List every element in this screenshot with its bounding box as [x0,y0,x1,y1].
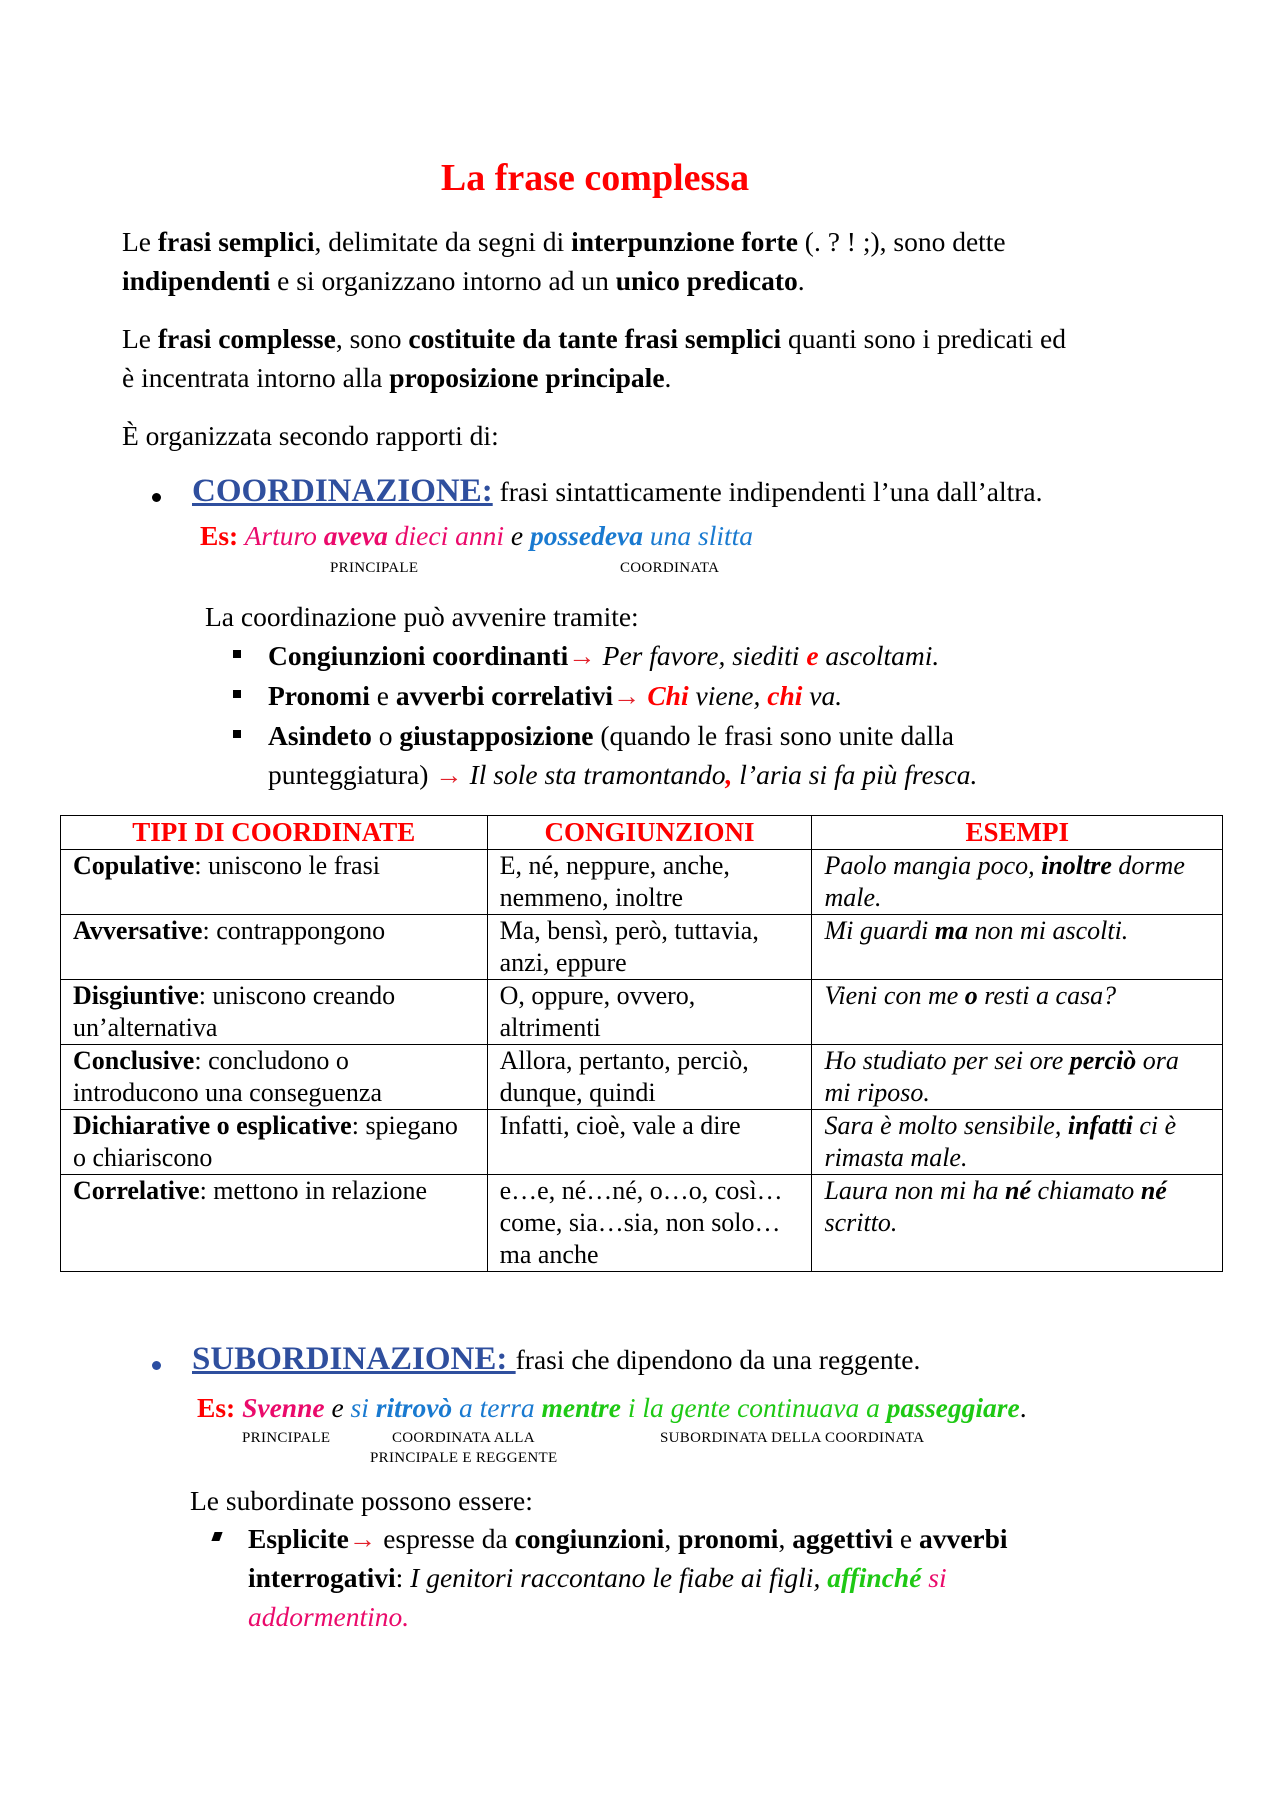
type-desc: : concludono o introducono una conseguenza [73,1046,383,1107]
type-cell [61,980,488,1045]
text: , sono [335,323,409,354]
bold-text: proposizione principale [389,362,665,393]
subordination-item [248,1519,1280,1636]
example-verb: Svenne [235,1392,325,1423]
example-conjunction: mentre [534,1392,621,1423]
italic-text: Per favore, siediti [595,640,807,671]
subordination-heading-line [192,1340,1252,1379]
text: punteggiatura) [268,759,436,790]
text: espresse da [376,1523,515,1554]
bold-text: frasi complesse [157,323,336,354]
example-word: una slitta [643,520,754,551]
type-name: Avversative [73,916,203,945]
bold-text: giustapposizione [399,720,594,751]
arrow-icon: → [435,759,463,790]
example-word: Arturo [238,520,324,551]
italic-text: va. [802,680,843,711]
label-subordinata: SUBORDINATA DELLA COORDINATA [660,1430,925,1446]
example-verb: aveva [323,520,388,551]
punctuation: . [1019,1392,1027,1423]
example-word: si [343,1392,369,1423]
example-key: infatti [1067,1111,1133,1140]
type-desc: : spiegano o chiariscono [73,1111,458,1172]
example-text: resti a casa? [977,981,1117,1010]
coordination-item-3 [268,716,1280,794]
bold-text: frasi semplici [157,226,315,257]
subordination-example [197,1392,1027,1424]
table-header-row [61,816,1223,850]
key-word: affinché [827,1562,922,1593]
label-coordinata: COORDINATA [620,560,720,576]
text: e [893,1523,919,1554]
label-principale: PRINCIPALE [330,560,419,576]
text: quanti sono i predicati ed [781,323,1066,354]
coordination-description: frasi sintatticamente indipendenti l’una dall’altra. [492,476,1043,507]
example-key: inoltre [1041,851,1112,880]
subordination-intro: Le subordinate possono essere: [190,1485,533,1516]
example-conjunction: e [510,520,524,551]
type-cell [61,1045,488,1110]
example-text: Mi guardi [824,916,935,945]
table-header: CONGIUNZIONI [487,816,812,850]
bold-text: costituite da tante frasi semplici [408,323,782,354]
bold-text: Esplicite [248,1523,349,1554]
text: (quando le frasi sono unite dalla [593,720,954,751]
text: Le [122,226,158,257]
text: o [371,720,400,751]
conj-cell: Infatti, cioè, vale a dire [487,1110,812,1175]
page-title: La frase complessa [440,157,750,199]
conj-cell: e…e, né…né, o…o, così…come, sia…sia, non solo…ma anche [487,1175,812,1272]
example-label: Es: [200,520,239,551]
example-text: ora mi riposo. [824,1046,1179,1107]
example-text: Laura non mi ha [824,1176,1006,1205]
example-verb: possedeva [523,520,643,551]
coordination-intro: La coordinazione può avvenire tramite: [205,601,639,632]
text: Le [122,323,158,354]
text: . [797,265,805,296]
square-bullet-icon [211,1532,222,1541]
example-text: Ho studiato per sei ore [824,1046,1070,1075]
conj-cell: Allora, pertanto, perciò, dunque, quindi [487,1045,812,1110]
type-cell [61,850,488,915]
intro-paragraph-3: È organizzata secondo rapporti di: [122,420,499,451]
example-key: né [1005,1176,1032,1205]
key-word: e [806,640,819,671]
example-verb: passeggiare [886,1392,1020,1423]
italic-text: l’aria si fa più fresca. [732,759,978,790]
bold-text: Congiunzioni coordinanti [268,640,569,671]
bold-text: aggettivi [792,1523,893,1554]
type-desc: : uniscono le frasi [194,851,380,880]
square-bullet-icon [233,650,241,658]
bold-text: avverbi [918,1523,1008,1554]
type-name: Correlative [73,1176,200,1205]
table-row [61,1175,1223,1272]
label-principale-e-reggente: PRINCIPALE E REGGENTE [370,1450,558,1466]
example-key: né [1140,1176,1167,1205]
example-key: o [964,981,978,1010]
italic-text: I genitori raccontano le fiabe ai figli, [410,1562,828,1593]
type-name: Disgiuntive [73,981,199,1010]
example-word: i la gente continuava a [620,1392,887,1423]
example-cell [812,1045,1223,1110]
text: : [395,1562,411,1593]
type-name: Copulative [73,851,195,880]
text: , delimitate da segni di [314,226,572,257]
intro-paragraph-1 [122,222,1182,300]
conj-cell: O, oppure, ovvero, altrimenti [487,980,812,1045]
type-name: Dichiarative o esplicative [73,1111,352,1140]
coordination-item-1 [268,636,1280,675]
type-name: Conclusive [73,1046,195,1075]
type-cell [61,915,488,980]
text: e [369,680,396,711]
bold-text: avverbi correlativi [395,680,613,711]
example-cell [812,1110,1223,1175]
example-word: a terra [452,1392,535,1423]
arrow-icon: → [348,1523,377,1554]
type-cell [61,1175,488,1272]
example-text: chiamato [1031,1176,1141,1205]
example-conjunction: e [324,1392,344,1423]
text: è incentrata intorno alla [122,362,390,393]
example-verb: ritrovò [368,1392,453,1423]
key-word: , [725,759,733,790]
table-row [61,1045,1223,1110]
example-cell [812,1175,1223,1272]
table-row [61,850,1223,915]
table-row [61,915,1223,980]
type-desc: : mettono in relazione [199,1176,428,1205]
coordination-item-2 [268,676,1280,715]
type-desc: : uniscono creando un’alternativa [73,981,396,1042]
bold-text: interpunzione forte [571,226,798,257]
table-header: ESEMPI [812,816,1223,850]
type-desc: : contrappongono [202,916,386,945]
example-text: ci è rimasta male. [824,1111,1177,1172]
text: (. ? ! ;), sono dette [797,226,1006,257]
italic-text: Il sole sta tramontando [462,759,726,790]
bold-text: Asindeto [268,720,372,751]
text: , [778,1523,793,1554]
example-text: Paolo mangia poco, [824,851,1042,880]
italic-text: addormentino. [248,1601,410,1632]
bullet-icon [152,1361,161,1370]
key-word: Chi [640,680,689,711]
table-row [61,1110,1223,1175]
bold-text: pronomi [678,1523,779,1554]
example-text: scritto. [824,1208,898,1237]
type-cell [61,1110,488,1175]
bold-text: indipendenti [122,265,271,296]
key-word: chi [767,680,803,711]
example-key: ma [934,916,968,945]
text: e si organizzano intorno ad un [270,265,616,296]
table-row [61,980,1223,1045]
bullet-icon [152,493,161,502]
coordination-heading-line [192,472,1252,511]
example-cell [812,850,1223,915]
example-text: dorme male. [824,851,1185,912]
intro-paragraph-2 [122,319,1182,397]
square-bullet-icon [233,730,241,738]
italic-text: si [921,1562,947,1593]
coordination-example [200,520,753,552]
italic-text: viene, [688,680,768,711]
conj-cell: Ma, bensì, però, tuttavia, anzi, eppure [487,915,812,980]
example-text: Sara è molto sensibile, [824,1111,1068,1140]
bold-text: Pronomi [268,680,370,711]
example-text: Vieni con me [824,981,965,1010]
bold-text: interrogativi [248,1562,396,1593]
example-word: dieci anni [387,520,511,551]
example-label: Es: [197,1392,236,1423]
bold-text: congiunzioni [514,1523,665,1554]
table-header: TIPI DI COORDINATE [61,816,488,850]
coordination-heading: COORDINAZIONE: [192,473,493,509]
label-coordinata-alla: COORDINATA ALLA [392,1430,535,1446]
subordination-heading: SUBORDINAZIONE: [192,1341,516,1377]
example-cell [812,915,1223,980]
subordination-description: frasi che dipendono da una reggente. [515,1344,921,1375]
arrow-icon: → [568,640,596,671]
label-principale: PRINCIPALE [242,1430,331,1446]
bold-text: unico predicato [615,265,798,296]
italic-text: ascoltami. [818,640,940,671]
arrow-icon: → [612,680,641,711]
text: . [664,362,672,393]
coordination-table [60,815,1223,1272]
conj-cell: E, né, neppure, anche, nemmeno, inoltre [487,850,812,915]
example-text: non mi ascolti. [967,916,1129,945]
example-cell [812,980,1223,1045]
text: , [664,1523,679,1554]
example-key: perciò [1069,1046,1137,1075]
square-bullet-icon [233,690,241,698]
